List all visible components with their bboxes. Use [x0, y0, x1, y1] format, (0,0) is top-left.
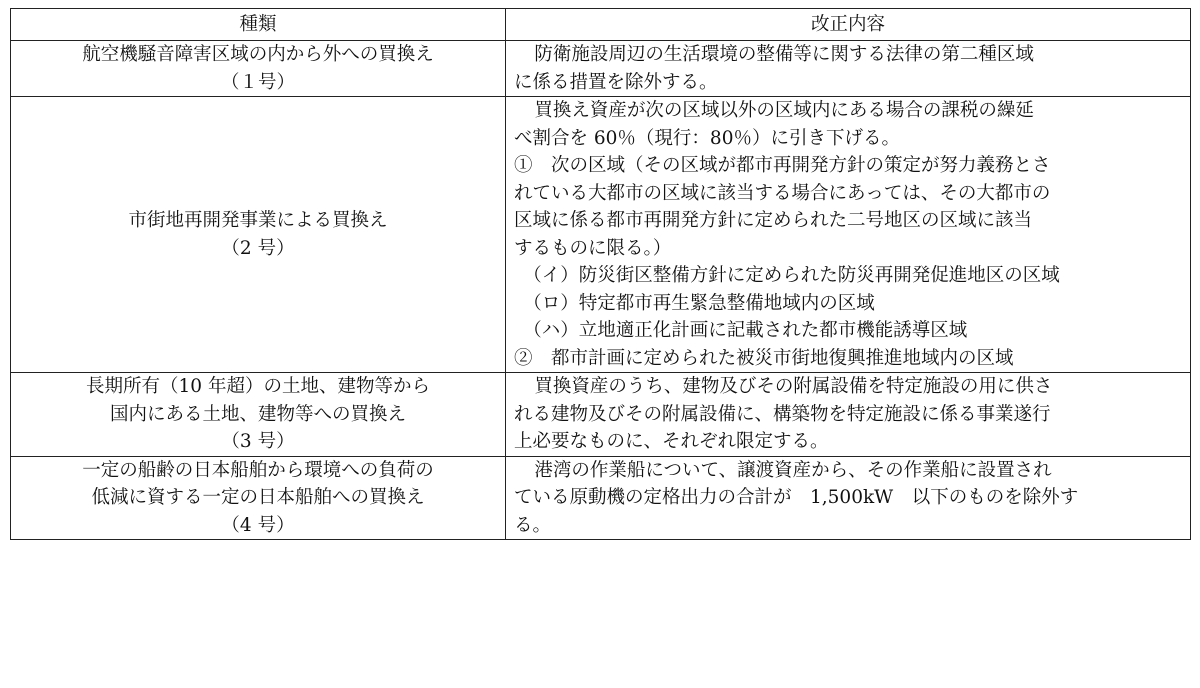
kind-cell	[11, 41, 506, 97]
table-row	[11, 456, 1191, 540]
kind-line: 長期所有（10 年超）の土地、建物等から	[86, 376, 430, 397]
header-row	[11, 9, 1191, 41]
content-line: 買換え資産が次の区域以外の区域内にある場合の課税の繰延	[534, 100, 1034, 121]
content-line: ① 次の区域（その区域が都市再開発方針の策定が努力義務とさ	[514, 155, 1051, 176]
content-cell	[506, 456, 1191, 540]
content-cell	[506, 97, 1191, 373]
amendment-table	[10, 8, 1191, 540]
content-line: 上必要なものに、それぞれ限定する。	[514, 431, 829, 452]
table-row	[11, 373, 1191, 457]
content-line: するものに限る。）	[514, 237, 672, 259]
kind-line: （2 号）	[221, 237, 295, 259]
content-line: ② 都市計画に定められた被災市街地復興推進地域内の区域	[514, 347, 1014, 369]
content-line: 区域に係る都市再開発方針に定められた二号地区の区域に該当	[514, 210, 1033, 231]
content-line: （イ）防災街区整備方針に定められた防災再開発促進地区の区域	[523, 265, 1060, 286]
header-content: 改正内容	[506, 9, 1191, 41]
kind-line: 低減に資する一定の日本船舶への買換え	[91, 487, 425, 508]
content-line: 港湾の作業船について、譲渡資産から、その作業船に設置され	[534, 459, 1052, 481]
content-line: 防衛施設周辺の生活環境の整備等に関する法律の第二種区域	[534, 44, 1034, 65]
kind-line: 市街地再開発事業による買換え	[128, 210, 388, 231]
kind-cell	[11, 456, 506, 540]
kind-line: 一定の船齢の日本船舶から環境への負荷の	[82, 459, 434, 481]
kind-cell	[11, 373, 506, 457]
content-cell	[506, 41, 1191, 97]
content-line: る。	[514, 514, 552, 536]
content-line: に係る措置を除外する。	[514, 71, 718, 93]
kind-line: （１号）	[220, 71, 295, 93]
content-line: 買換資産のうち、建物及びその附属設備を特定施設の用に供さ	[534, 376, 1053, 397]
content-line: べ割合を 60％（現行：80％）に引き下げる。	[514, 127, 900, 149]
kind-cell	[11, 97, 506, 373]
table-row	[11, 97, 1191, 373]
content-cell	[506, 373, 1191, 457]
table-row	[11, 41, 1191, 97]
content-line: （ロ）特定都市再生緊急整備地域内の区域	[523, 292, 875, 314]
kind-line: （4 号）	[221, 514, 295, 536]
kind-line: 国内にある土地、建物等への買換え	[109, 403, 406, 425]
content-line: れる建物及びその附属設備に、構築物を特定施設に係る事業遂行	[514, 403, 1051, 425]
table-body	[11, 41, 1191, 540]
content-line: ている原動機の定格出力の合計が 1,500kW 以下のものを除外す	[514, 487, 1079, 508]
header-kind: 種類	[11, 9, 506, 41]
content-line: れている大都市の区域に該当する場合にあっては、その大都市の	[514, 182, 1051, 204]
kind-line: （3 号）	[221, 431, 295, 452]
content-line: （ハ）立地適正化計画に記載された都市機能誘導区域	[523, 320, 968, 341]
kind-line: 航空機騒音障害区域の内から外への買換え	[82, 44, 434, 65]
